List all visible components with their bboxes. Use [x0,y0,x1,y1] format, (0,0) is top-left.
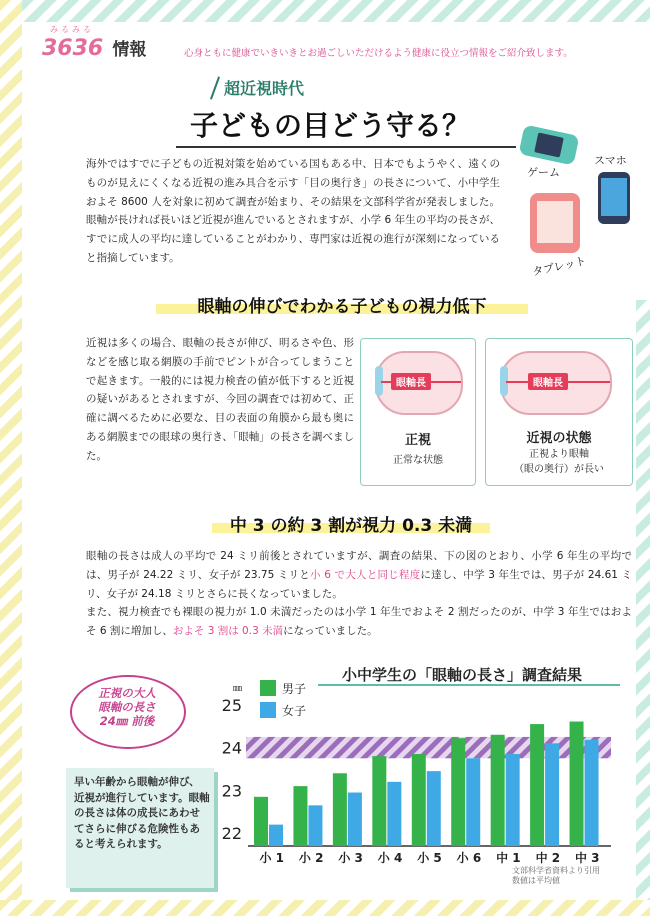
legend-label: 女子 [282,704,307,718]
tablet-label: タブレット [531,254,588,279]
section2-paragraph-2 [86,603,632,641]
bar-male [412,754,426,846]
axial-length-tag: 眼軸長 [391,373,431,390]
axial-length-tag: 眼軸長 [528,373,568,390]
legend-label: 男子 [282,682,307,696]
bar-male [451,738,465,846]
bar-female [269,825,283,846]
logo-number: 3636 [42,36,104,61]
y-tick-label: 24 [221,738,242,758]
y-tick-label: 22 [221,824,242,844]
game-console-icon [518,125,579,166]
source-note: 数値は平均値 [512,876,560,885]
tablet-icon [530,193,580,253]
x-tick-label: 中 3 [575,851,600,865]
bar-female [308,805,322,846]
callout-bubble-text [74,686,180,728]
section2-title: 中 3 の約 3 割が視力 0.3 未満 [229,516,473,536]
chart-title: 小中学生の「眼軸の長さ」調査結果 [342,666,583,684]
y-tick-label: 23 [221,781,242,801]
bar-female [387,782,401,846]
game-label: ゲーム [527,166,560,179]
eye-myopia-desc [486,447,632,477]
title-underline [176,146,516,148]
eye-myopia-desc-line2: （眼の奥行）が長い [514,464,604,475]
x-tick-label: 小 2 [298,851,324,865]
bar-male [293,786,307,846]
text-run: また、視力検査でも裸眼の視力が 1.0 未満だったのは小学 1 年生でおよそ 2 割だったのが、中学 3 年生ではおよそ 6 割に増加し、 [86,606,632,638]
eye-normal-card [360,338,476,486]
eye-myopia-desc-line1: 正視より眼軸 [529,449,589,460]
legend-swatch [260,680,276,696]
bar-male [333,773,347,846]
article-subtitle: 超近視時代 [224,79,305,98]
bar-female [427,771,441,846]
eye-normal-desc: 正常な状態 [393,455,443,466]
x-tick-label: 小 1 [259,851,284,865]
legend-swatch [260,702,276,718]
x-tick-label: 小 4 [377,851,403,865]
article-title: 子どもの目どう守る？ [190,109,471,142]
y-unit-label: ㎜ [232,684,242,694]
right-stripe-border [636,300,650,916]
bar-male [570,722,584,846]
tagline: 心身ともに健康でいきいきとお過ごしいただけるよう健康に役立つ情報をご紹介致します。 [184,48,573,59]
text-run: に達し、中学 3 年生では、男子が 24.61 ミリ、女子が 24.18 ミリとさらに長くなっていました。 [86,568,633,600]
left-stripe-border [0,0,22,916]
eye-myopia-title: 近視の状態 [526,431,592,446]
x-tick-label: 小 6 [456,851,482,865]
x-tick-label: 小 3 [338,851,363,865]
bar-male [530,724,544,846]
source-note: 文部科学省資料より引用 [512,866,600,875]
phone-label: スマホ [594,154,627,167]
logo [42,24,146,61]
section1-body: 近視は多くの場合、眼軸の長さが伸び、明るさや色、形などを感じ取る網膜の手前でピントが合ってしまうことで起きます。一般的には視力検査の値が低下すると近視の疑いがあるとされますが、今回の調査では初めて、正確に調べるために必要な、目の表面の角膜から最も奥にある網膜までの眼球の奥行き、「眼軸」の長さを調べました。 [86,337,354,462]
logo-word: 情報 [112,40,147,60]
bubble-line: 24㎜ 前後 [99,714,155,728]
note-text: 早い年齢から眼軸が伸び、近視が進行しています。眼軸の長さは体の成長にあわせてさらに伸びる危険性もあると考えられます。 [74,776,210,850]
bar-female [348,793,362,846]
smartphone-icon [598,172,630,224]
axial-length-chart [212,680,632,910]
section1-title: 眼軸の伸びでわかる子どもの視力低下 [197,297,487,317]
section2-body [86,547,632,641]
section2-paragraph-1 [86,547,632,603]
bar-female [466,758,480,846]
bubble-line: 正視の大人 [98,686,156,700]
bar-male [491,735,505,846]
logo-ruby: みるみる [50,25,94,34]
y-tick-label: 25 [221,695,242,715]
bar-male [372,756,386,846]
x-tick-label: 小 5 [417,851,442,865]
bubble-line: 眼軸の長さ [98,700,156,714]
highlight-run: およそ 3 割は 0.3 未満 [172,625,284,638]
text-run: 眼軸の長さは成人の平均で 24 ミリ前後とされていますが、調査の結果、下の図のとおり、小学 6 年生の平均では、男子が 24.22 ミリ、女子が 23.75 ミリと [86,550,632,581]
eye-myopia-card [485,338,633,486]
bar-female [545,743,559,846]
top-stripe-border [0,0,650,22]
x-tick-label: 中 1 [496,851,521,865]
bar-female [585,740,599,846]
highlight-run: 小 6 で大人と同じ程度 [310,568,421,581]
text-run: になっていました。 [283,625,378,638]
intro-paragraph: 海外ではすでに子どもの近視対策を始めている国もある中、日本でもようやく、遠くのものが見えにくくなる近視の進み具合を示す「目の奥行き」の長さについて、小中学生およそ 8600 人を対象に初めて調査が始まり、その結果を文部科学省が発表しました。眼軸が長ければ長いほど近視が進んでいるとされますが、小学 6 年生の平均の長さが、すでに成人の平均に達していることがわかり、専門家は近視の進行が深刻になっていると指摘しています。 [86,158,500,264]
eye-normal-title: 正視 [404,433,431,448]
subtitle-slash [210,76,220,99]
bar-female [506,754,520,846]
x-tick-label: 中 2 [535,851,561,865]
bar-male [254,797,268,846]
